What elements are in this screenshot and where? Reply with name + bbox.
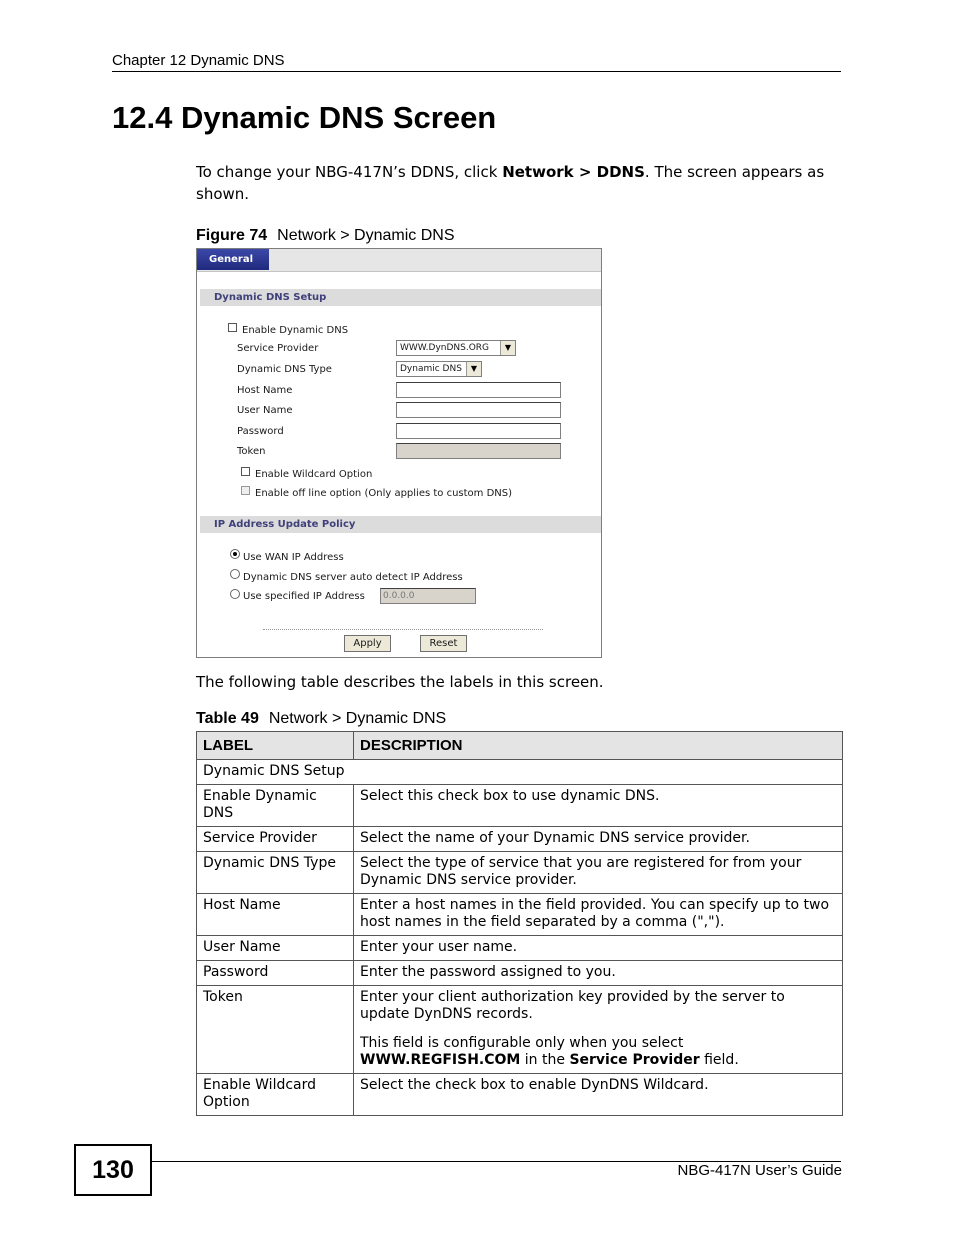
table-row <box>197 827 843 852</box>
token-note-middle: in the <box>520 1052 570 1068</box>
label-cell: Host Name <box>197 894 354 936</box>
offline-label: Enable off line option (Only applies to custom DNS) <box>255 488 513 499</box>
intro-paragraph <box>196 161 846 205</box>
label-cell: Enable Dynamic DNS <box>197 785 354 827</box>
table-row <box>197 986 843 1074</box>
page-number: 130 <box>74 1144 152 1196</box>
label-cell: User Name <box>197 936 354 961</box>
token-label: Token <box>237 446 266 457</box>
table-row <box>197 936 843 961</box>
guide-title: NBG-417N User’s Guide <box>677 1162 842 1179</box>
service-provider-label: Service Provider <box>237 343 319 354</box>
wildcard-label: Enable Wildcard Option <box>255 469 373 480</box>
column-header-label: LABEL <box>197 732 354 760</box>
table-title: Network > Dynamic DNS <box>268 710 447 727</box>
specified-ip-input: 0.0.0.0 <box>380 588 476 604</box>
wildcard-checkbox[interactable] <box>241 467 250 476</box>
description-cell: Enter your user name. <box>354 936 843 961</box>
use-wan-radio[interactable] <box>230 549 240 559</box>
table-row <box>197 785 843 827</box>
table-row <box>197 894 843 936</box>
password-input[interactable] <box>396 423 561 439</box>
token-input <box>396 443 561 459</box>
auto-detect-radio[interactable] <box>230 569 240 579</box>
figure-number: Figure 74 <box>196 227 268 244</box>
user-name-input[interactable] <box>396 402 561 418</box>
description-cell: Select this check box to use dynamic DNS. <box>354 785 843 827</box>
token-note-provider: WWW.REGFISH.COM <box>360 1052 521 1068</box>
description-cell: Select the name of your Dynamic DNS service provider. <box>354 827 843 852</box>
token-note-field: Service Provider <box>569 1052 700 1068</box>
table-number: Table 49 <box>196 710 259 727</box>
description-table <box>196 731 843 1116</box>
description-cell <box>354 986 843 1074</box>
table-caption <box>196 710 446 728</box>
figure-caption <box>196 227 455 245</box>
token-description: Enter your client authorization key provided by the server to update DynDNS records. <box>360 989 785 1022</box>
token-note-end: field. <box>699 1052 739 1068</box>
description-cell: Select the type of service that you are registered for from your Dynamic DNS service provider. <box>354 852 843 894</box>
enable-ddns-checkbox[interactable] <box>228 323 237 332</box>
ddns-type-select[interactable] <box>396 361 482 377</box>
enable-ddns-label: Enable Dynamic DNS <box>242 325 349 336</box>
description-cell: Select the check box to enable DynDNS Wildcard. <box>354 1074 843 1116</box>
intro-menu-path: Network > DDNS <box>502 163 645 181</box>
chevron-down-icon: ▼ <box>466 362 481 376</box>
description-cell: Enter the password assigned to you. <box>354 961 843 986</box>
button-divider <box>263 629 543 630</box>
label-cell: Enable Wildcard Option <box>197 1074 354 1116</box>
token-note <box>360 1035 836 1069</box>
chapter-heading: Chapter 12 Dynamic DNS <box>112 52 285 69</box>
figure-title: Network > Dynamic DNS <box>277 227 455 244</box>
table-row <box>197 852 843 894</box>
offline-checkbox <box>241 486 250 495</box>
ddns-type-value: Dynamic DNS <box>400 364 462 374</box>
ddns-setup-section-bar: Dynamic DNS Setup <box>200 289 601 306</box>
ip-update-section-bar: IP Address Update Policy <box>200 516 601 533</box>
label-cell: Password <box>197 961 354 986</box>
table-row <box>197 961 843 986</box>
use-wan-label: Use WAN IP Address <box>243 552 344 563</box>
apply-button[interactable]: Apply <box>344 635 391 652</box>
ddns-type-label: Dynamic DNS Type <box>237 364 332 375</box>
intro-text-start: To change your NBG-417N’s DDNS, click <box>196 163 503 181</box>
token-note-start: This field is configurable only when you select <box>360 1035 684 1051</box>
tab-general[interactable]: General <box>197 249 269 270</box>
host-name-label: Host Name <box>237 385 293 396</box>
password-label: Password <box>237 426 284 437</box>
intro-text-end: . The screen appears as shown. <box>196 163 825 203</box>
table-intro-text: The following table describes the labels in this screen. <box>196 673 604 691</box>
service-provider-value: WWW.DynDNS.ORG <box>400 343 490 353</box>
header-rule <box>112 71 841 72</box>
auto-detect-label: Dynamic DNS server auto detect IP Address <box>243 572 463 583</box>
service-provider-select[interactable] <box>396 340 516 356</box>
section-title: 12.4 Dynamic DNS Screen <box>112 100 497 135</box>
description-cell: Enter a host names in the field provided. You can specify up to two host names in the field separated by a comma (","). <box>354 894 843 936</box>
ddns-screenshot <box>196 248 602 658</box>
use-specified-label: Use specified IP Address <box>243 591 365 602</box>
table-section-row <box>197 760 843 785</box>
label-cell: Service Provider <box>197 827 354 852</box>
section-row-cell: Dynamic DNS Setup <box>197 760 843 785</box>
label-cell: Token <box>197 986 354 1074</box>
table-header-row <box>197 732 843 760</box>
table-row <box>197 1074 843 1116</box>
label-cell: Dynamic DNS Type <box>197 852 354 894</box>
host-name-input[interactable] <box>396 382 561 398</box>
user-name-label: User Name <box>237 405 293 416</box>
chevron-down-icon: ▼ <box>500 341 515 355</box>
use-specified-radio[interactable] <box>230 589 240 599</box>
column-header-description: DESCRIPTION <box>354 732 843 760</box>
reset-button[interactable]: Reset <box>420 635 467 652</box>
